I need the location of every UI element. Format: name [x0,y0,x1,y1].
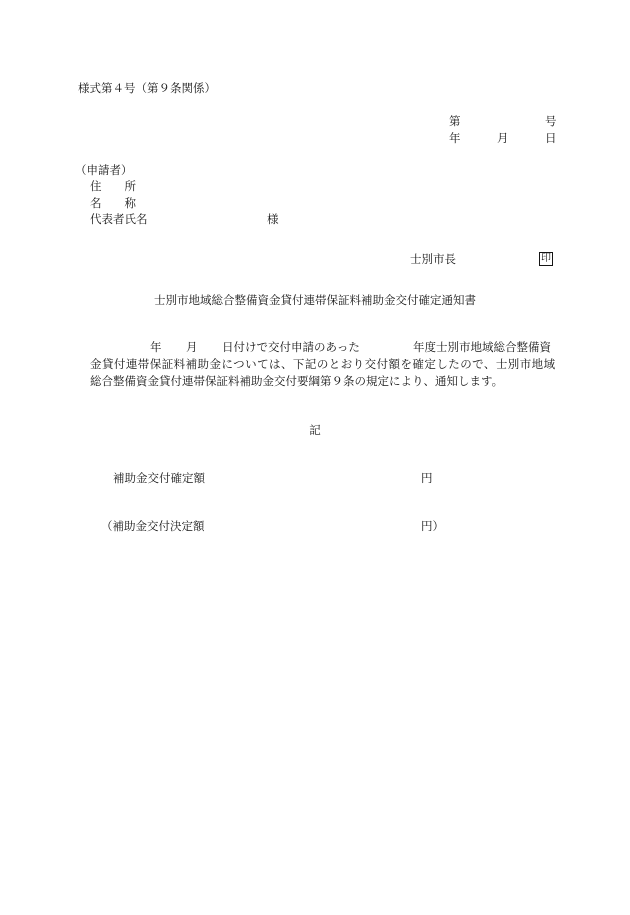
notation-mark: 記 [309,423,321,437]
issuer-name: 士別市長 [410,252,456,266]
body-line1-month: 月 [186,340,198,354]
date-year-label: 年 [449,131,461,145]
seal-mark: 印 [541,253,551,264]
body-line1-year: 年 [150,340,162,354]
body-line3: 総合整備資金貸付連帯保証料補助金交付要綱第９条の規定により、通知します。 [90,374,504,388]
applicant-address-label: 住 所 [90,179,136,193]
body-line2: 金貸付連帯保証料補助金については、下記のとおり交付額を確定したので、士別市地域 [90,357,556,371]
document-title: 士別市地域総合整備資金貸付連帯保証料補助金交付確定通知書 [154,293,476,307]
form-number: 様式第４号（第９条関係） [78,81,216,95]
body-line1-fiscal-year-text: 年度士別市地域総合整備資 [413,340,551,354]
body-line1-day-text: 日付けで交付申請のあった [222,340,360,354]
date-day-label: 日 [545,131,557,145]
decided-amount-label: （補助金交付決定額 [101,519,205,533]
decided-amount-unit: 円） [421,519,444,533]
document-number-suffix: 号 [545,114,557,128]
applicant-name-label: 名 称 [90,196,136,210]
document-number-prefix: 第 [449,114,461,128]
applicant-heading: （申請者） [75,163,133,177]
confirmed-amount-unit: 円 [421,471,433,485]
confirmed-amount-label: 補助金交付確定額 [113,471,205,485]
applicant-representative-label: 代表者氏名 [90,212,148,226]
applicant-honorific: 様 [267,212,279,226]
date-month-label: 月 [497,131,509,145]
